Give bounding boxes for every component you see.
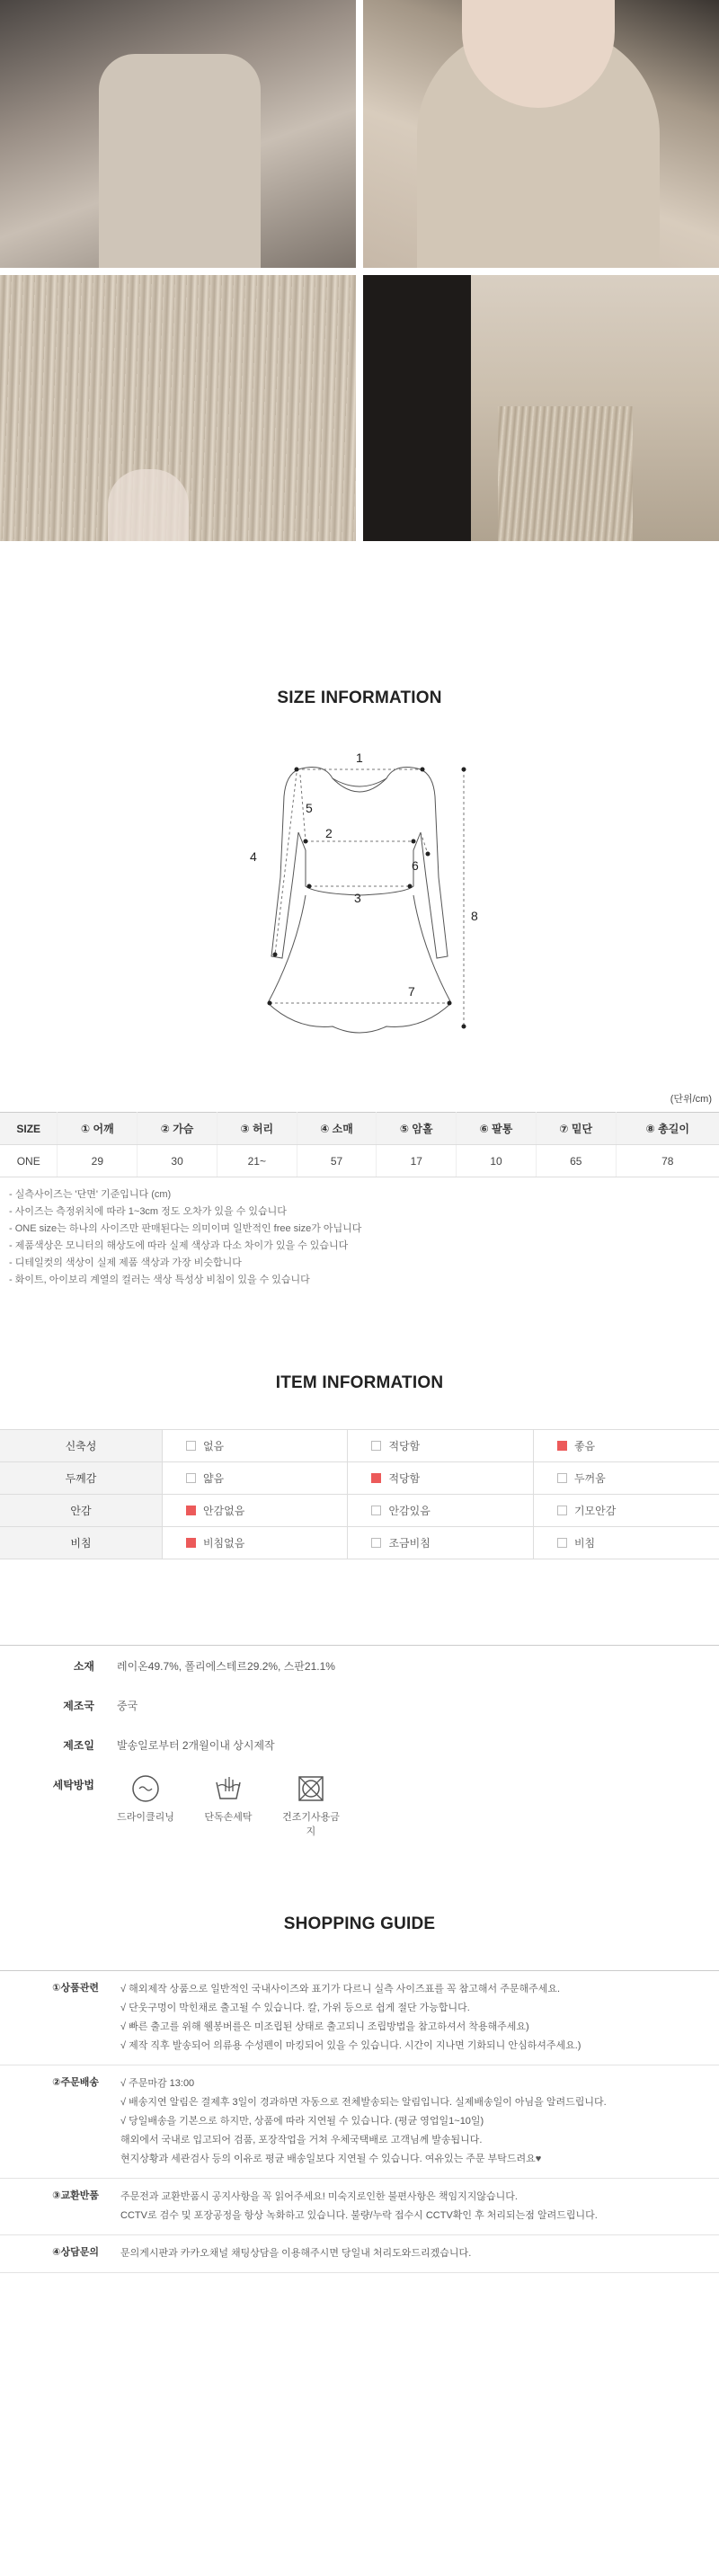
product-info <box>0 1645 719 1863</box>
care-text: 건조기사용금지 <box>282 1812 340 1837</box>
item-row-label: 신축성 <box>0 1430 162 1462</box>
item-option <box>348 1495 534 1527</box>
guide-row <box>0 2065 719 2179</box>
guide-line: √ 해외제작 상품으로 일반적인 국내사이즈와 표기가 다르니 실측 사이즈표를 꼭 참고해서 주문해주세요. <box>120 1984 560 1994</box>
shopping-guide <box>0 1970 719 2273</box>
care-item <box>117 1773 174 1838</box>
item-option <box>162 1495 348 1527</box>
photo-sweater-front-closeup <box>0 0 356 268</box>
checkbox-icon <box>557 1473 567 1483</box>
item-option <box>348 1462 534 1495</box>
guide-line: √ 단웃구멍이 막힌채로 출고될 수 있습니다. 칼, 가위 등으로 쉽게 절단 가능합니다. <box>120 2003 470 2013</box>
size-cell: 78 <box>616 1145 719 1177</box>
item-information-title: ITEM INFORMATION <box>275 1373 444 1392</box>
size-header: ⑧ 총길이 <box>616 1113 719 1145</box>
size-header: ⑤ 암홀 <box>377 1113 457 1145</box>
guide-line: 주문전과 교환반품시 공지사항을 꼭 읽어주세요! 미숙지로인한 불편사항은 책임지지않습니다. <box>120 2191 518 2202</box>
diagram-label-8: 8 <box>471 909 478 923</box>
item-option-label: 얇음 <box>202 1472 225 1485</box>
care-item <box>200 1773 257 1838</box>
size-note: - 실측사이즈는 '단면' 기준입니다 (cm) <box>9 1189 172 1200</box>
item-option-label: 없음 <box>202 1440 225 1452</box>
checkbox-icon <box>557 1441 567 1451</box>
material-row <box>0 1646 719 1685</box>
item-option <box>348 1527 534 1559</box>
guide-row <box>0 2235 719 2273</box>
diagram-label-1: 1 <box>356 751 363 765</box>
size-note: - 사이즈는 측정위치에 따라 1~3cm 정도 오차가 있을 수 있습니다 <box>9 1206 287 1217</box>
item-option-label: 적당함 <box>388 1440 421 1452</box>
material-label: 소재 <box>73 1660 94 1673</box>
table-row <box>0 1527 719 1559</box>
checkbox-icon <box>186 1506 196 1515</box>
checkbox-icon <box>557 1538 567 1548</box>
size-header: ① 어깨 <box>58 1113 138 1145</box>
item-option <box>162 1462 348 1495</box>
size-cell: 21~ <box>217 1145 297 1177</box>
item-option-label: 조금비침 <box>388 1537 431 1550</box>
guide-line: 문의게시판과 카카오채널 채팅상담을 이용해주시면 당일내 처리도와드리겠습니다. <box>120 2248 472 2259</box>
guide-line: √ 빠른 출고를 위해 웰봉버를은 미조립된 상태로 출고되니 조립방법을 참고하셔서 착용해주세요) <box>120 2021 529 2032</box>
size-cell: 65 <box>536 1145 616 1177</box>
size-cell: 29 <box>58 1145 138 1177</box>
item-option <box>162 1527 348 1559</box>
size-note: - 화이트, 아이보리 계열의 컬러는 색상 특성상 비침이 있을 수 있습니다 <box>9 1275 310 1285</box>
photo-neckline-closeup <box>363 0 719 268</box>
date-label: 제조일 <box>63 1739 94 1752</box>
guide-row-body <box>120 2179 719 2234</box>
diagram-label-5: 5 <box>306 801 313 815</box>
item-row-label: 안감 <box>0 1495 162 1527</box>
shopping-guide-title: SHOPPING GUIDE <box>283 1914 436 1933</box>
size-cell: 30 <box>138 1145 217 1177</box>
guide-row-body <box>120 2065 719 2178</box>
size-notes <box>9 1186 361 1289</box>
hand-wash-icon <box>213 1773 244 1804</box>
size-note: - ONE size는 하나의 사이즈만 판매된다는 의미이며 일반적인 free size가 아닙니다 <box>9 1223 362 1234</box>
date-row <box>0 1725 719 1764</box>
guide-row-label: ③교환반품 <box>52 2190 99 2201</box>
checkbox-icon <box>557 1506 567 1515</box>
item-row-label: 두께감 <box>0 1462 162 1495</box>
item-option <box>533 1462 719 1495</box>
diagram-label-3: 3 <box>354 891 361 905</box>
country-label: 제조국 <box>63 1700 94 1712</box>
guide-row <box>0 2179 719 2235</box>
item-option-label: 두꺼움 <box>573 1472 606 1485</box>
item-option <box>162 1430 348 1462</box>
checkbox-icon <box>371 1506 381 1515</box>
size-note: - 제품색상은 모니터의 해상도에 따라 실제 색상과 다소 차이가 있을 수 있습니다 <box>9 1240 349 1251</box>
guide-line: √ 당일배송을 기본으로 하지만, 상품에 따라 지연될 수 있습니다. (평균 영업일1~10일) <box>120 2116 484 2127</box>
product-photo-grid <box>0 0 719 541</box>
item-option-label: 비침없음 <box>202 1537 245 1550</box>
care-icons <box>117 1773 340 1838</box>
diagram-label-7: 7 <box>408 984 415 999</box>
checkbox-icon <box>186 1473 196 1483</box>
care-item <box>282 1773 340 1838</box>
care-row <box>0 1764 719 1863</box>
table-row <box>0 1462 719 1495</box>
no-tumble-dry-icon <box>296 1773 326 1804</box>
size-note: - 디테일컷의 색상이 실제 제품 색상과 가장 비슷합니다 <box>9 1257 242 1268</box>
checkbox-icon <box>371 1538 381 1548</box>
diagram-label-4: 4 <box>250 849 257 864</box>
size-table <box>0 1112 719 1177</box>
checkbox-icon <box>186 1538 196 1548</box>
guide-line: 해외에서 국내로 입고되어 검품, 포장작업을 거쳐 우체국택배로 고객님께 발송됩니다. <box>120 2135 483 2145</box>
size-header: SIZE <box>0 1113 58 1145</box>
table-row <box>0 1495 719 1527</box>
checkbox-icon <box>186 1441 196 1451</box>
country-row <box>0 1685 719 1725</box>
photo-pleated-skirt <box>0 275 356 541</box>
item-option-label: 적당함 <box>388 1472 421 1485</box>
item-information-table <box>0 1429 719 1559</box>
guide-line: √ 주문마감 13:00 <box>120 2078 195 2089</box>
size-header: ④ 소매 <box>297 1113 377 1145</box>
diagram-label-2: 2 <box>325 826 333 840</box>
guide-row-body <box>120 2235 719 2272</box>
item-option-label: 좋음 <box>573 1440 596 1452</box>
guide-line: CCTV로 검수 및 포장공정을 항상 녹화하고 있습니다. 불량/누락 접수시 CCTV확인 후 처리되는점 알려드립니다. <box>120 2210 598 2221</box>
dry-clean-icon <box>130 1773 161 1804</box>
care-text: 단독손세탁 <box>204 1812 253 1823</box>
item-option-label: 안감있음 <box>388 1505 431 1517</box>
table-row <box>0 1145 719 1177</box>
checkbox-icon <box>371 1441 381 1451</box>
guide-line: √ 제작 직후 발송되어 의류용 수성펜이 마킹되어 있을 수 있습니다. 시간이 지나면 기화되니 안심하셔주세요.) <box>120 2040 581 2051</box>
guide-line: 현지상황과 세관검사 등의 이유로 평균 배송일보다 지연될 수 있습니다. 여유있는 주문 부탁드려요♥ <box>120 2154 542 2164</box>
size-cell: 10 <box>457 1145 537 1177</box>
size-information-title: SIZE INFORMATION <box>277 688 442 707</box>
material-value: 레이온49.7%, 폴리에스테르29.2%, 스판21.1% <box>117 1660 335 1673</box>
item-option-label: 안감없음 <box>202 1505 245 1517</box>
guide-row <box>0 1971 719 2065</box>
size-header: ⑦ 밑단 <box>536 1113 616 1145</box>
item-option <box>348 1430 534 1462</box>
care-label: 세탁방법 <box>52 1779 94 1791</box>
size-cell: ONE <box>0 1145 58 1177</box>
photo-pleated-skirt-side <box>363 275 719 541</box>
guide-row-body <box>120 1971 719 2065</box>
size-cell: 17 <box>377 1145 457 1177</box>
item-option <box>533 1527 719 1559</box>
size-table-header <box>0 1113 719 1145</box>
size-header: ② 가슴 <box>138 1113 217 1145</box>
item-option <box>533 1430 719 1462</box>
diagram-label-6: 6 <box>412 858 419 873</box>
size-diagram <box>243 742 476 1057</box>
care-text: 드라이클리닝 <box>117 1812 174 1823</box>
size-header: ③ 허리 <box>217 1113 297 1145</box>
table-row <box>0 1430 719 1462</box>
guide-row-label: ②주문배송 <box>52 2077 99 2088</box>
item-row-label: 비침 <box>0 1527 162 1559</box>
size-header: ⑥ 팔통 <box>457 1113 537 1145</box>
item-option-label: 기모안감 <box>573 1505 617 1517</box>
guide-row-label: ①상품관련 <box>52 1983 99 1994</box>
guide-row-label: ④상담문의 <box>52 2247 99 2258</box>
guide-line: √ 배송지연 알림은 결제후 3일이 경과하면 자동으로 전체발송되는 알림입니다. 실제배송일이 아님을 알려드립니다. <box>120 2097 607 2108</box>
country-value: 중국 <box>117 1700 138 1712</box>
item-option-label: 비침 <box>573 1537 596 1550</box>
date-value: 발송일로부터 2개월이내 상시제작 <box>117 1739 275 1752</box>
checkbox-icon <box>371 1473 381 1483</box>
unit-note: (단위/cm) <box>670 1094 712 1105</box>
item-option <box>533 1495 719 1527</box>
size-cell: 57 <box>297 1145 377 1177</box>
